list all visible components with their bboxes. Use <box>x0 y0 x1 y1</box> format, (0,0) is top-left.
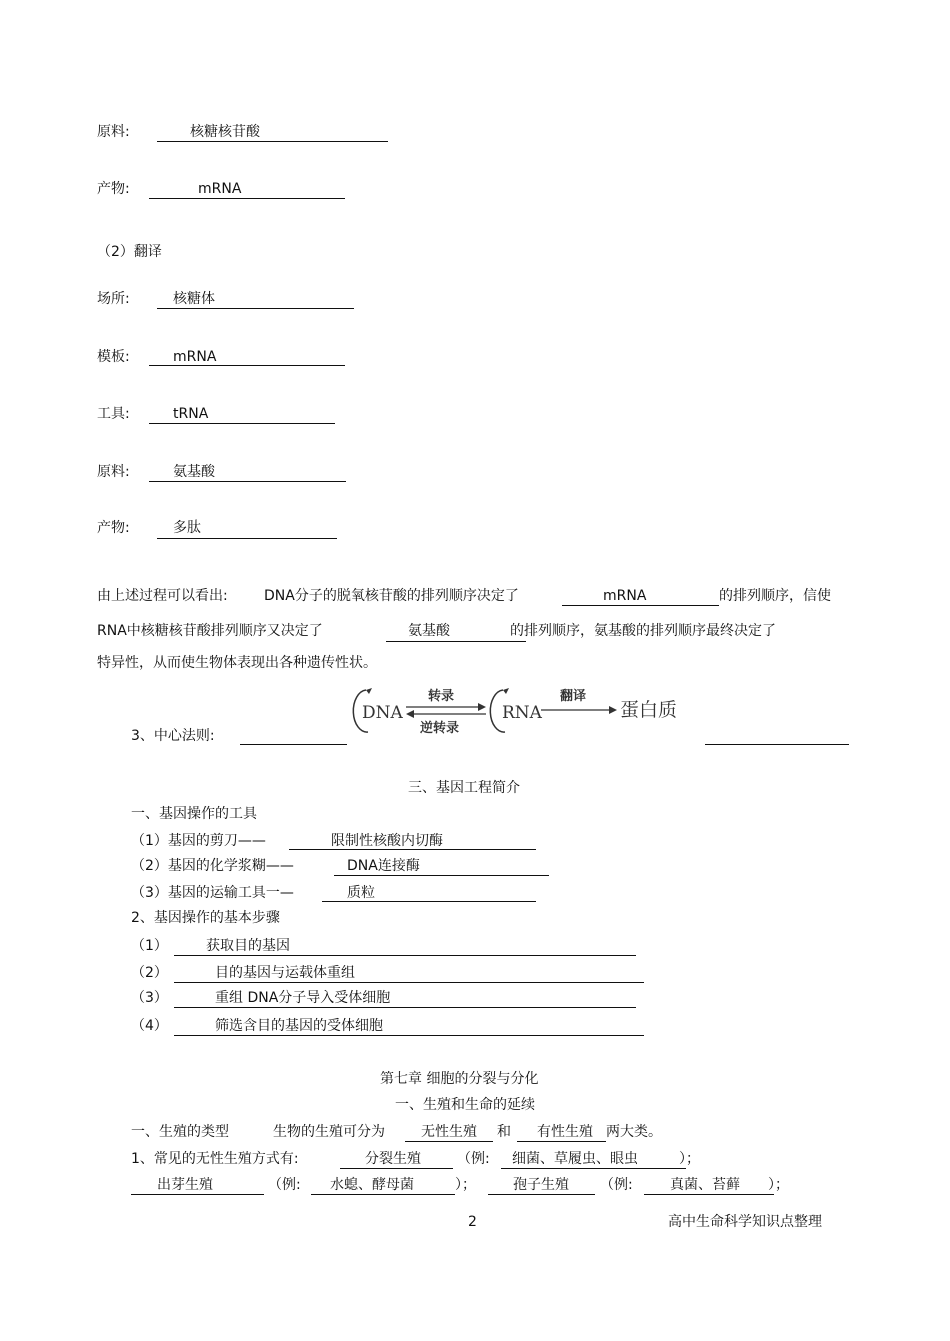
mode1-example: 细菌、草履虫、眼虫 <box>512 1151 638 1167</box>
mode1-example-blank <box>501 1168 686 1169</box>
tool3-value: 质粒 <box>347 885 375 901</box>
tool2-value: DNA连接酶 <box>347 858 420 874</box>
asexual-label: 1、常见的无性生殖方式有: <box>131 1151 299 1167</box>
central-dogma-blank-right <box>705 744 849 745</box>
tools-heading: 一、基因操作的工具 <box>131 806 257 822</box>
translation-raw-material-value: 氨基酸 <box>173 464 215 480</box>
summary-line2-blank <box>386 641 526 642</box>
mode2-example-prefix: （例: <box>268 1177 301 1193</box>
mode2-example: 水螅、酵母菌 <box>330 1177 414 1193</box>
summary-line2-prefix: RNA中核糖核苷酸排列顺序又决定了 <box>97 623 323 639</box>
diagram-reverse-transcription-text: 逆转录 <box>420 721 460 736</box>
site-blank <box>157 308 354 309</box>
tool-blank <box>149 423 335 424</box>
template-blank <box>149 365 345 366</box>
translation-product-blank <box>157 538 337 539</box>
mode3-example-prefix: （例: <box>600 1177 633 1193</box>
step-blank <box>174 1007 636 1008</box>
step-blank <box>174 982 644 983</box>
reverse-transcription-arrowhead <box>406 710 414 718</box>
central-dogma-blank-left <box>240 744 347 745</box>
tool3-label: （3）基因的运输工具一— <box>131 885 294 901</box>
transcription-arrowhead <box>478 703 486 711</box>
section-title: 一、生殖和生命的延续 <box>395 1097 535 1113</box>
mode3-example-blank <box>644 1194 774 1195</box>
central-dogma-label: 3、中心法则: <box>131 728 215 744</box>
tool-value: tRNA <box>173 406 209 422</box>
product-value: mRNA <box>198 181 242 197</box>
diagram-dna-text: DNA <box>362 703 403 723</box>
translation-raw-material-label: 原料: <box>97 464 130 480</box>
translation-product-label: 产物: <box>97 520 130 536</box>
type1-value: 无性生殖 <box>421 1124 477 1140</box>
central-dogma-diagram <box>350 680 710 740</box>
mode1-value: 分裂生殖 <box>365 1151 421 1167</box>
type2-blank <box>517 1141 606 1142</box>
translation-heading: （2）翻译 <box>97 244 162 260</box>
diagram-translation-text: 翻译 <box>560 689 587 704</box>
mode2-example-suffix: ）； <box>455 1177 476 1193</box>
step-blank <box>174 1035 644 1036</box>
site-value: 核糖体 <box>173 291 215 307</box>
step-number: （2） <box>131 965 168 981</box>
tool1-value: 限制性核酸内切酶 <box>331 833 443 849</box>
summary-line1-mid: DNA分子的脱氧核苷酸的排列顺序决定了 <box>264 588 519 604</box>
tool1-label: （1）基因的剪刀—— <box>131 833 266 849</box>
types-label: 一、生殖的类型 <box>131 1124 229 1140</box>
diagram-rna-text: RNA <box>502 703 542 723</box>
dna-replication-arrowhead <box>366 688 372 694</box>
types-and: 和 <box>497 1124 511 1140</box>
summary-line1-fill: mRNA <box>603 588 647 604</box>
mode1-example-prefix: （例: <box>457 1151 490 1167</box>
document-title: 高中生命科学知识点整理 <box>668 1214 822 1230</box>
summary-line1-blank <box>562 605 719 606</box>
summary-line2-fill: 氨基酸 <box>408 623 450 639</box>
tool2-blank <box>334 875 549 876</box>
translation-arrowhead <box>609 706 617 714</box>
step-text: 目的基因与运载体重组 <box>215 965 355 981</box>
mode3-example: 真菌、苔藓 <box>670 1177 740 1193</box>
step-text: 重组 DNA分子导入受体细胞 <box>215 990 391 1006</box>
mode1-example-suffix: ）； <box>679 1151 700 1167</box>
rna-replication-arrowhead <box>503 688 509 694</box>
mode2-example-blank <box>311 1194 455 1195</box>
mode2-value: 出芽生殖 <box>157 1177 213 1193</box>
raw-material-label: 原料: <box>97 124 130 140</box>
step-number: （4） <box>131 1018 168 1034</box>
tool2-label: （2）基因的化学浆糊—— <box>131 858 294 874</box>
chapter-title: 第七章 细胞的分裂与分化 <box>380 1071 539 1087</box>
tool-label: 工具: <box>97 406 130 422</box>
site-label: 场所: <box>97 291 130 307</box>
step-text: 筛选含目的基因的受体细胞 <box>215 1018 383 1034</box>
raw-material-blank <box>157 141 388 142</box>
mode3-value: 孢子生殖 <box>513 1177 569 1193</box>
summary-line1-prefix: 由上述过程可以看出: <box>97 588 228 604</box>
raw-material-value: 核糖核苷酸 <box>190 124 260 140</box>
mode1-blank <box>340 1168 453 1169</box>
summary-line3: 特异性，从而使生物体表现出各种遗传性状。 <box>97 655 377 671</box>
summary-line1-suffix: 的排列顺序，信使 <box>719 588 831 604</box>
type2-value: 有性生殖 <box>537 1124 593 1140</box>
step-number: （1） <box>131 938 168 954</box>
tool3-blank <box>322 901 536 902</box>
mode3-example-suffix: ）； <box>768 1177 789 1193</box>
template-label: 模板: <box>97 349 130 365</box>
step-text: 获取目的基因 <box>206 938 290 954</box>
product-blank <box>149 198 345 199</box>
summary-line2-suffix: 的排列顺序，氨基酸的排列顺序最终决定了 <box>510 623 776 639</box>
type1-blank <box>405 1141 493 1142</box>
page-number: 2 <box>468 1214 477 1230</box>
tool1-blank <box>289 849 536 850</box>
translation-product-value: 多肽 <box>173 520 201 536</box>
mode3-blank <box>488 1194 595 1195</box>
step-number: （3） <box>131 990 168 1006</box>
product-label: 产物: <box>97 181 130 197</box>
mode2-blank <box>131 1194 264 1195</box>
steps-heading: 2、基因操作的基本步骤 <box>131 910 280 926</box>
template-value: mRNA <box>173 349 217 365</box>
diagram-protein-text: 蛋白质 <box>620 699 678 721</box>
step-blank <box>174 955 636 956</box>
diagram-transcription-text: 转录 <box>428 689 455 704</box>
types-suffix: 两大类。 <box>606 1124 662 1140</box>
translation-raw-material-blank <box>149 481 346 482</box>
types-text: 生物的生殖可分为 <box>273 1124 385 1140</box>
gene-engineering-title: 三、基因工程简介 <box>408 780 520 796</box>
